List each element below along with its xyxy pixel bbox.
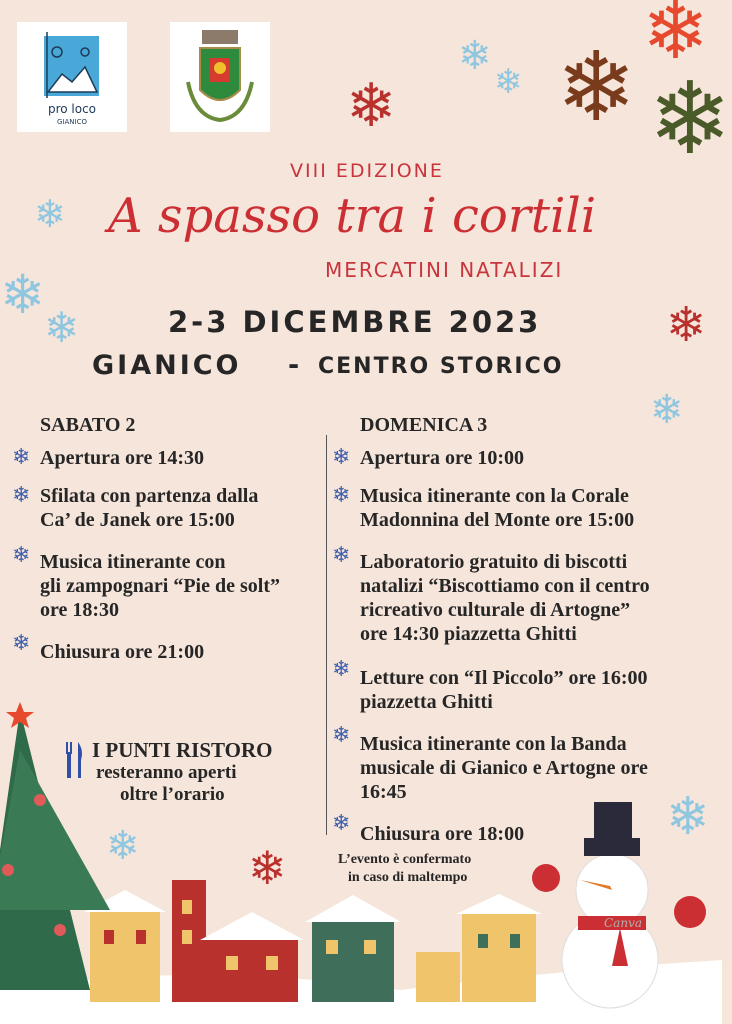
- ristoro-line-2: oltre l’orario: [120, 784, 225, 805]
- proloco-name: pro loco: [47, 102, 97, 116]
- municipal-crest: [170, 22, 270, 132]
- sunday-heading: DOMENICA 3: [360, 414, 488, 436]
- event-subtitle: MERCATINI NATALIZI: [325, 258, 564, 282]
- snowflake-decoration-blue-4: ❄: [0, 265, 46, 325]
- snowflake-icon: ❄: [332, 722, 351, 747]
- snowflake-decoration-brown: ❄: [556, 34, 637, 141]
- snowflake-decoration-red-small: ❄: [346, 73, 397, 139]
- village-illustration: [0, 690, 722, 1024]
- canva-watermark: Canva: [604, 916, 642, 930]
- saturday-item-line: Ca’ de Janek ore 15:00: [40, 509, 235, 531]
- saturday-item-line: Apertura ore 14:30: [40, 447, 205, 469]
- snowflake-decoration-blue-6: ❄: [650, 387, 684, 432]
- saturday-item-line: ore 18:30: [40, 599, 120, 621]
- sunday-item-line: Madonnina del Monte ore 15:00: [360, 509, 635, 531]
- proloco-town: GIANICO: [57, 118, 87, 126]
- snowflake-icon: ❄: [332, 542, 351, 567]
- sunday-item-line: musicale di Gianico e Artogne ore: [360, 757, 648, 779]
- snowflake-icon: ❄: [12, 482, 31, 507]
- saturday-heading: SABATO 2: [40, 414, 136, 436]
- sunday-item-line: piazzetta Ghitti: [360, 691, 493, 713]
- snowflake-decoration-blue-8: ❄: [106, 823, 140, 868]
- sunday-item-line: Chiusura ore 18:00: [360, 823, 525, 845]
- snowflake-decoration-blue-2: ❄: [494, 64, 523, 101]
- sunday-item-line: Laboratorio gratuito di biscotti: [360, 551, 628, 573]
- coat-of-arms-icon: [170, 22, 270, 132]
- saturday-item-line: Sfilata con partenza dalla: [40, 485, 259, 507]
- event-area: CENTRO STORICO: [318, 354, 564, 379]
- saturday-item-line: Chiusura ore 21:00: [40, 641, 205, 663]
- snowflake-icon: ❄: [332, 656, 351, 681]
- event-town: GIANICO: [92, 350, 242, 381]
- saturday-item: [40, 446, 204, 470]
- snowflake-icon: ❄: [12, 444, 31, 469]
- sunday-item-line: Musica itinerante con la Banda: [360, 733, 627, 755]
- saturday-item: [40, 640, 204, 664]
- sunday-item-line: ore 14:30 piazzetta Ghitti: [360, 623, 577, 645]
- saturday-item-line: Musica itinerante con: [40, 551, 226, 573]
- sunday-item: [360, 550, 650, 646]
- weather-note-line-2: in caso di maltempo: [348, 870, 468, 885]
- snowflake-decoration-red-right: ❄: [666, 299, 707, 352]
- snowflake-decoration-blue-5: ❄: [44, 306, 80, 352]
- snowflake-icon: ❄: [332, 444, 351, 469]
- snowflake-decoration-top-right-orange: ❄: [642, 0, 710, 76]
- event-title: A spasso tra i cortili: [108, 188, 597, 244]
- sunday-item-line: ricreativo culturale di Artogne”: [360, 599, 631, 621]
- snowflake-decoration-green: ❄: [648, 64, 732, 175]
- sunday-item: [360, 484, 634, 532]
- ristoro-title: I PUNTI RISTORO: [92, 738, 273, 762]
- weather-note-line-1: L’evento è confermato: [338, 852, 472, 867]
- town-separator: -: [288, 350, 300, 381]
- event-date: 2-3 DICEMBRE 2023: [168, 305, 542, 339]
- saturday-item: [40, 550, 280, 622]
- snowflake-decoration-blue-1: ❄: [458, 33, 492, 78]
- snowflake-icon: ❄: [12, 630, 31, 655]
- saturday-item: [40, 484, 258, 532]
- ristoro-line-1: resteranno aperti: [96, 762, 237, 783]
- snowflake-icon: ❄: [332, 810, 351, 835]
- sunday-item-line: 16:45: [360, 781, 407, 803]
- proloco-logo: [17, 22, 127, 132]
- snowflake-icon: ❄: [332, 482, 351, 507]
- sunday-item-line: Letture con “Il Piccolo” ore 16:00: [360, 667, 648, 689]
- saturday-item-line: gli zampognari “Pie de solt”: [40, 575, 280, 597]
- edition-label: VIII EDIZIONE: [290, 160, 444, 182]
- sunday-item-line: natalizi “Biscottiamo con il centro: [360, 575, 650, 597]
- snowflake-decoration-blue-3: ❄: [34, 194, 66, 236]
- snowflake-decoration-red-bottom: ❄: [248, 843, 287, 894]
- snowflake-decoration-blue-7: ❄: [666, 789, 710, 846]
- sunday-item: [360, 446, 524, 470]
- snowflake-icon: ❄: [12, 542, 31, 567]
- sunday-item-line: Musica itinerante con la Corale: [360, 485, 629, 507]
- sunday-item-line: Apertura ore 10:00: [360, 447, 525, 469]
